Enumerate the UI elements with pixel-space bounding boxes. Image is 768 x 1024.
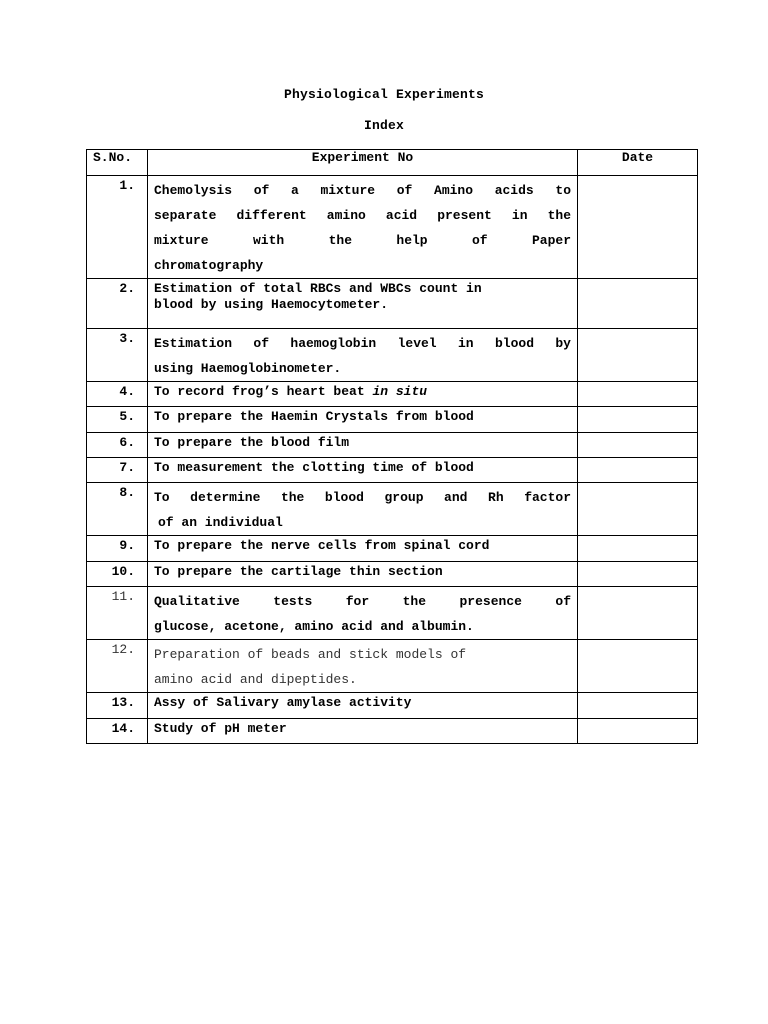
table-row — [87, 536, 698, 562]
experiment-text: To prepare the cartilage thin section — [154, 564, 443, 579]
experiment-text: To record frog’s heart beat — [154, 384, 373, 399]
row-sno: 5. — [87, 407, 148, 433]
experiment-line: separate different amino acid present in the — [154, 208, 571, 223]
row-date — [578, 176, 698, 279]
experiment-text: To prepare the blood film — [154, 435, 350, 450]
row-date — [578, 483, 698, 536]
experiment-text: To prepare the Haemin Crystals from blood — [154, 409, 474, 424]
document-title: Physiological Experiments — [283, 87, 485, 102]
row-experiment — [148, 458, 578, 483]
header-date: Date — [578, 150, 698, 176]
experiment-line: Estimation of total RBCs and WBCs count in — [154, 281, 482, 296]
row-sno: 4. — [87, 382, 148, 407]
row-date — [578, 382, 698, 407]
row-date — [578, 562, 698, 587]
row-sno: 11. — [87, 587, 148, 640]
row-sno: 3. — [87, 329, 148, 382]
row-experiment — [148, 693, 578, 719]
experiment-emphasis: in situ — [372, 384, 428, 399]
row-date — [578, 407, 698, 433]
document-subtitle: Index — [363, 118, 404, 133]
table-row — [87, 433, 698, 458]
row-date — [578, 458, 698, 483]
table-row — [87, 483, 698, 536]
table-row — [87, 329, 698, 382]
table-row — [87, 562, 698, 587]
row-sno: 2. — [87, 279, 148, 329]
row-date — [578, 536, 698, 562]
row-sno: 12. — [87, 640, 148, 693]
row-experiment — [148, 562, 578, 587]
experiment-line: chromatography — [154, 258, 264, 273]
row-sno: 6. — [87, 433, 148, 458]
experiment-text: To prepare the nerve cells from spinal cord — [154, 538, 490, 553]
experiment-line: Preparation of beads and stick models of — [154, 647, 467, 662]
experiment-line: glucose, acetone, amino acid and albumin. — [154, 619, 474, 634]
table-row — [87, 382, 698, 407]
experiment-line: amino acid and dipeptides. — [154, 672, 357, 687]
row-experiment — [148, 279, 578, 329]
row-sno: 7. — [87, 458, 148, 483]
row-date — [578, 640, 698, 693]
table-row — [87, 640, 698, 693]
experiment-line: Estimation of haemoglobin level in blood by — [154, 336, 571, 351]
experiment-line: Qualitative tests for the presence of — [154, 594, 571, 609]
row-date — [578, 279, 698, 329]
table-row — [87, 587, 698, 640]
row-sno: 10. — [87, 562, 148, 587]
row-sno: 8. — [87, 483, 148, 536]
row-sno: 9. — [87, 536, 148, 562]
experiment-text: Study of pH meter — [154, 721, 287, 736]
row-sno: 14. — [87, 719, 148, 744]
table-row — [87, 176, 698, 279]
header-experiment: Experiment No — [148, 150, 578, 176]
row-date — [578, 433, 698, 458]
row-experiment — [148, 176, 578, 279]
experiment-line: Chemolysis of a mixture of Amino acids to — [154, 183, 571, 198]
header-sno: S.No. — [87, 150, 148, 176]
row-experiment — [148, 536, 578, 562]
row-date — [578, 719, 698, 744]
experiment-index-table — [86, 149, 698, 744]
row-experiment — [148, 483, 578, 536]
table-row — [87, 719, 698, 744]
row-date — [578, 329, 698, 382]
row-date — [578, 587, 698, 640]
table-row — [87, 693, 698, 719]
row-sno: 13. — [87, 693, 148, 719]
table-header-row — [87, 150, 698, 176]
row-experiment — [148, 433, 578, 458]
experiment-line: of an individual — [158, 515, 283, 530]
row-sno: 1. — [87, 176, 148, 279]
row-date — [578, 693, 698, 719]
experiment-line: using Haemoglobinometer. — [154, 361, 342, 376]
table-row — [87, 407, 698, 433]
row-experiment — [148, 719, 578, 744]
experiment-line: blood by using Haemocytometer. — [154, 297, 389, 312]
row-experiment — [148, 587, 578, 640]
experiment-text: Assy of Salivary amylase activity — [154, 695, 412, 710]
table-row — [87, 458, 698, 483]
experiment-line: mixture with the help of Paper — [154, 233, 571, 248]
table-row — [87, 279, 698, 329]
row-experiment — [148, 382, 578, 407]
row-experiment — [148, 640, 578, 693]
row-experiment — [148, 329, 578, 382]
experiment-line: To determine the blood group and Rh factor — [154, 490, 571, 505]
row-experiment — [148, 407, 578, 433]
experiment-text: To measurement the clotting time of blood — [154, 460, 474, 475]
